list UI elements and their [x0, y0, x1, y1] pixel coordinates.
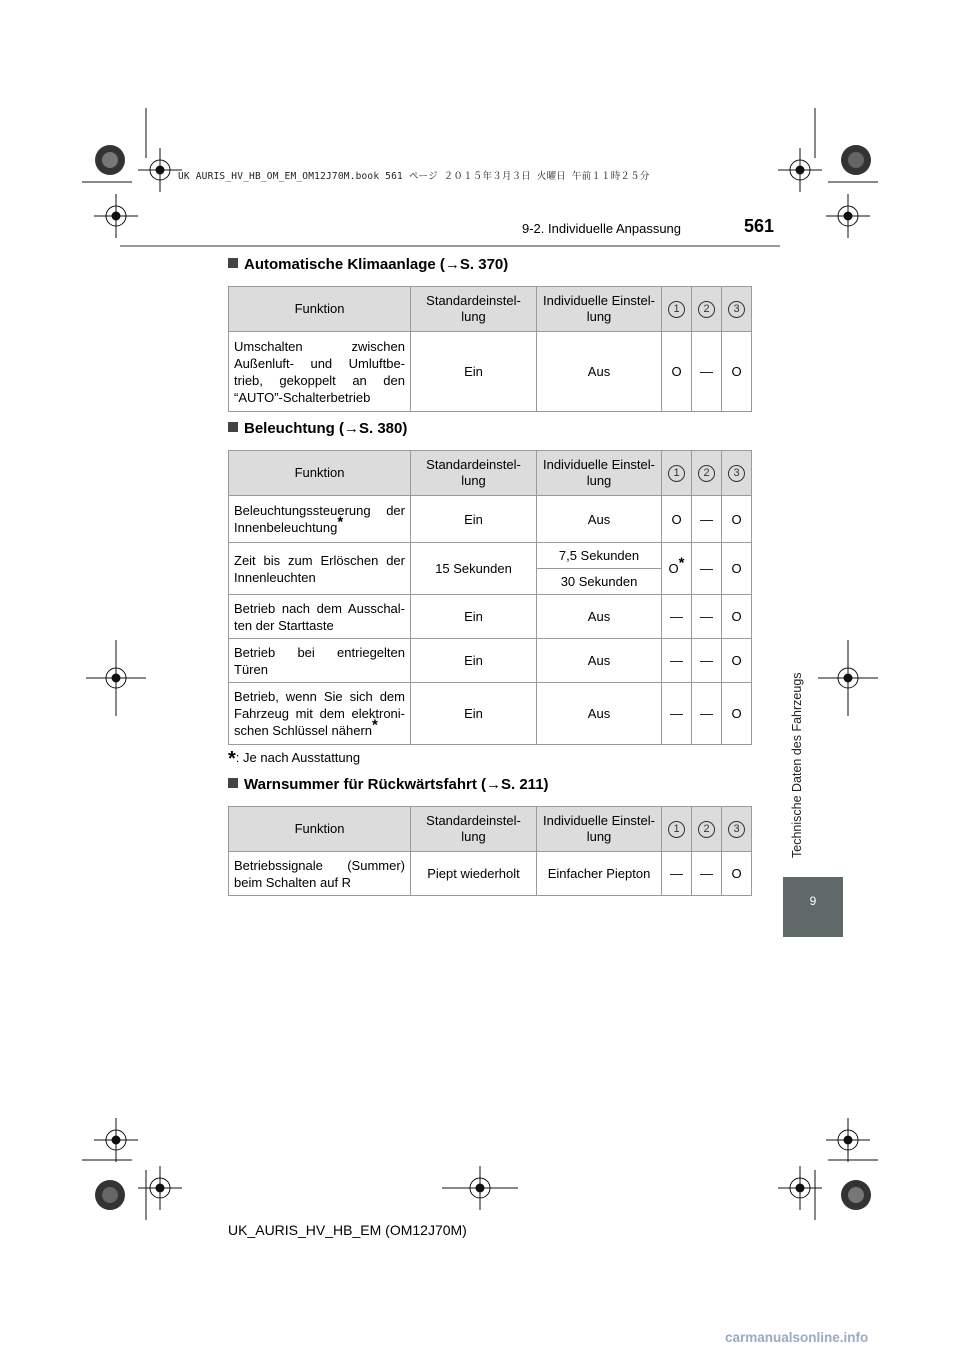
- circled-1-icon: 1: [668, 301, 685, 318]
- circled-3-icon: 3: [728, 821, 745, 838]
- section-label: 9-2. Individuelle Anpassung: [522, 221, 682, 236]
- reverse-buzzer-settings-table: [228, 806, 752, 896]
- table-row: Betriebssignale (Summer) beim Schalten auf R Piept wiederholt Einfacher Piepton — — O: [229, 852, 752, 896]
- header-rule: [120, 245, 780, 247]
- table-row: Zeit bis zum Erlöschen der Innenleuchten 15 Sekunden 7,5 Sekunden O* — O: [229, 543, 752, 569]
- footnote-star: *: [678, 554, 685, 572]
- square-bullet-icon: [228, 778, 238, 788]
- circled-1-icon: 1: [668, 821, 685, 838]
- square-bullet-icon: [228, 422, 238, 432]
- header-standard: Standardeinstel-lung: [411, 287, 537, 332]
- table-row: Betrieb nach dem Ausschal-ten der Starttaste Ein Aus — — O: [229, 595, 752, 639]
- header-individual: Individuelle Einstel-lung: [537, 287, 662, 332]
- circled-2-icon: 2: [698, 301, 715, 318]
- section-heading-reverse-buzzer: Warnsummer für Rückwärtsfahrt (→S. 211): [228, 776, 549, 793]
- circled-2-icon: 2: [698, 821, 715, 838]
- square-bullet-icon: [228, 258, 238, 268]
- book-file-header: UK AURIS_HV_HB_OM_EM_OM12J70M.book 561 ページ ２０１５年３月３日 火曜日 午前１１時２５分: [178, 171, 650, 182]
- table-header-row: [229, 451, 752, 496]
- table-header-row: [229, 807, 752, 852]
- chapter-tab: 9: [783, 877, 843, 937]
- watermark: carmanualsonline.info: [725, 1330, 869, 1345]
- circled-2-icon: 2: [698, 465, 715, 482]
- table-header-row: [229, 287, 752, 332]
- header-standard: Standardeinstel-lung: [411, 807, 537, 852]
- footnote-star: *: [372, 716, 378, 734]
- header-individual: Individuelle Einstel-lung: [537, 807, 662, 852]
- table-row: Umschalten zwischen Außenluft- und Umluftbe-trieb, gekoppelt an den “AUTO”-Schalterbetrieb Ein Aus O — O: [229, 332, 752, 412]
- circled-3-icon: 3: [728, 465, 745, 482]
- footnote: *: Je nach Ausstattung: [228, 748, 361, 770]
- footnote-star: *: [337, 513, 344, 531]
- footer-document-code: UK_AURIS_HV_HB_EM (OM12J70M): [228, 1222, 467, 1238]
- circled-1-icon: 1: [668, 465, 685, 482]
- table-row: Beleuchtungssteuerung der Innenbeleuchtung* Ein Aus O — O: [229, 496, 752, 543]
- header-function: Funktion: [229, 451, 411, 496]
- section-heading-lighting: Beleuchtung (→S. 380): [228, 420, 407, 437]
- climate-settings-table: [228, 286, 752, 412]
- table-row: Betrieb bei entriegelten Türen Ein Aus — — O: [229, 639, 752, 683]
- section-heading-climate: Automatische Klimaanlage (→S. 370): [228, 256, 508, 273]
- chapter-side-label: Technische Daten des Fahrzeugs: [790, 672, 804, 858]
- table-row: Betrieb, wenn Sie sich dem Fahrzeug mit dem elektroni-schen Schlüssel nähern* Ein Aus — — O: [229, 683, 752, 745]
- header-function: Funktion: [229, 807, 411, 852]
- header-standard: Standardeinstel-lung: [411, 451, 537, 496]
- footnote-star: *: [228, 748, 236, 770]
- circled-3-icon: 3: [728, 301, 745, 318]
- page-number: 561: [744, 216, 775, 236]
- header-individual: Individuelle Einstel-lung: [537, 451, 662, 496]
- lighting-settings-table: [228, 450, 752, 745]
- header-function: Funktion: [229, 287, 411, 332]
- table-row: 30 Sekunden: [229, 569, 752, 595]
